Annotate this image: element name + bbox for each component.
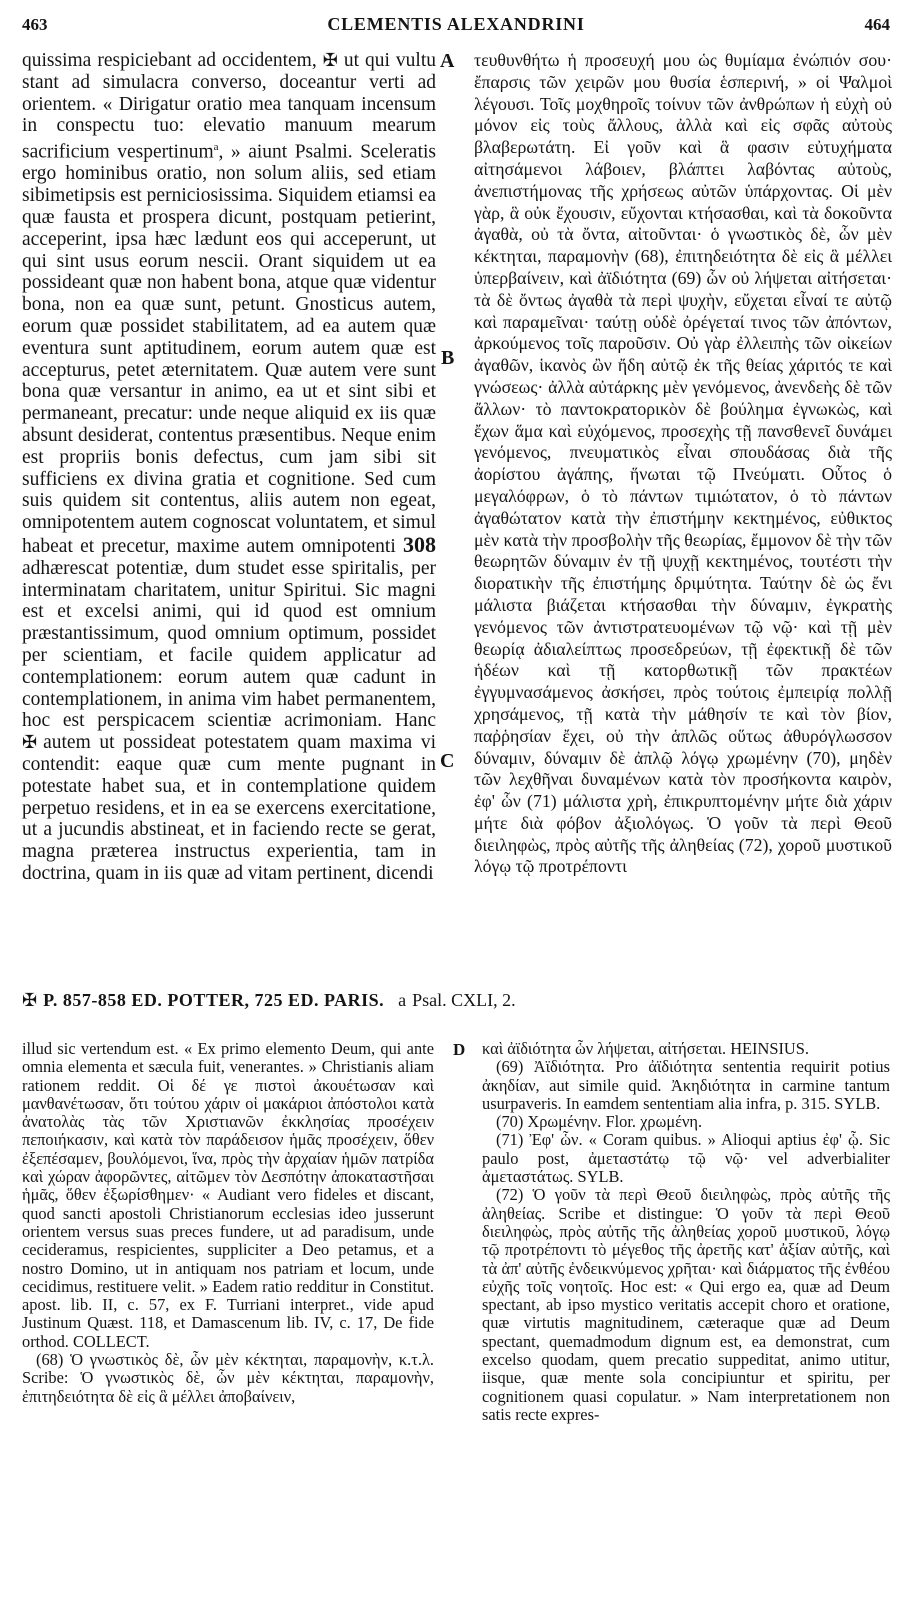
margin-marker-c: C xyxy=(440,750,455,772)
page-number-right: 464 xyxy=(864,15,890,34)
latin-text-segment: , » aiunt Psalmi. Sceleratis ergo hominibus oratio, non solum aliis, sed etiam sibimetipsis est perniciosissima. Siquidem etiamsi ea quæ fausta et prospera dicunt, postquam petierint, acceperint, ipsa hæc lædunt eos qui acceperunt, ut qui sint usus eorum nescii. Orant siquidem ut ea possideant quæ non habent bona, atque quæ videntur bona, non ea quæ sunt, petunt. Gnosticus autem, eorum quæ possidet stabilitatem, ad ea autem quæ eventura sunt aptitudinem, eorum autem quæ est accepturus, petet æternitatem. Quæ autem vere sunt bona quæ versantur in animo, ea ut et sint sibi et permaneant, precatur: unde neque aliquid ex iis quæ absunt desiderat, contentus præsentibus. Neque enim est propriis bonis defectus, cum jam sibi sit sufficiens ex divina gratia et cognitione. Sed cum suis quidem sit contentus, aliis autem non egeat, omnipotentem autem cognoscat voluntatem, et simul habeat et precetur, maxime autem omnipotenti xyxy=(22,141,436,558)
footnote-superscript: a xyxy=(213,141,219,154)
notes-column-right xyxy=(482,1040,890,1600)
latin-paragraph xyxy=(22,50,436,885)
note-paragraph: (68) Ὁ γνωστικὸς δὲ, ὧν μὲν κέκτηται, παραμονὴν, κ.τ.λ. Scribe: Ὁ γνωστικὸς δὲ, ὧν μὲν κέκτηται, παραμονὴν, ἐπιτηδειότητα δὲ εἰς ἃ μέλλει ἀποβαίνειν, xyxy=(22,1350,434,1406)
note-paragraph: (69) Ἀϊδιότητα. Pro ἀϊδιότητα sententia requirit potius ἀκηδίαν, aut simile quid. Ἀκηδιότητα in carmine tantum usurpaveris. In eamdem sententiam alia infra, p. 315. SYLB. xyxy=(482,1057,890,1113)
note-paragraph: (72) Ὁ γοῦν τὰ περὶ Θεοῦ διειληφὼς, πρὸς αὐτῆς τῆς ἀληθείας. Scribe et distingue: Ὁ γοῦν τὰ περὶ Θεοῦ διειληφὼς, πρὸς αὐτῆς τῆς ἀληθείας χοροῦ μυστικοῦ, λόγῳ τῷ προτρέποντι τὸ μέγεθος τῆς ἀρετῆς κατ' ἀξίαν αὐτῆς, καὶ τὰ ἀπ' αὐτῆς ἐνδεικνύμενος χρῆται· καὶ διάρματος τῆς ἐνθέου εὐχῆς τοῖς νοητοῖς. Hoc est: « Qui ergo ea, quæ ad Deum spectant, ab ipso mystico veritatis accepit choro et oratione, quæ virtutis magnitudinem, cæteraque quæ ad Deum spectant, quemadmodum dignum est, ea demonstrat, cum excelso quodam, quem precatio suppeditat, animo utitur, iisque, quæ mente sola concipiuntur et spiritu, per cognitionem quasi copulatur. » Nam interpretationem non satis recte expres- xyxy=(482,1185,890,1424)
margin-marker-b: B xyxy=(441,347,455,369)
edition-reference: P. 857-858 ED. POTTER, 725 ED. PARIS. xyxy=(43,989,385,1010)
page-reference-number: 308 xyxy=(403,532,436,558)
running-header xyxy=(22,14,890,38)
running-title: CLEMENTIS ALEXANDRINI xyxy=(327,14,585,34)
greek-paragraph: τευθυνθήτω ἡ προσευχή μου ὡς θυμίαμα ἐνώπιόν σου· ἔπαρσις τῶν χειρῶν μου θυσία ἑσπερινή, » οἱ Ψαλμοὶ λέγουσι. Τοῖς μοχθηροῖς τοίνυν τῶν ἀνθρώπων ἡ εὐχὴ οὐ μόνον εἰς τοὺς ἄλλους, ἀλλὰ καὶ εἰς σφᾶς αὐτοὺς βλαβερωτάτη. Εἰ γοῦν καὶ ἃ φασιν εὐτυχήματα αἰτησάμενοι λάβοιεν, βλάπτει λαβόντας αὐτοὺς, ἀνεπιστήμονας τῆς χρήσεως αὐτῶν ὑπάρχοντας. Οἱ μὲν γὰρ, ἃ οὐκ ἔχουσιν, εὔχονται κτήσασθαι, καὶ τὰ δοκοῦντα ἀγαθὰ, οὐ τὰ ὄντα, αἰτοῦνται· ὁ γνωστικὸς δὲ, ὧν μὲν κέκτηται, παραμονὴν (68), ἐπιτηδειότητα δὲ εἰς ἃ μέλλει ὑπερβαίνειν, καὶ ἀϊδιότητα (69) ὧν οὐ λήψεται αἰτήσεται· τὰ δὲ ὄντως ἀγαθὰ τὰ περὶ ψυχὴν, εὔχεται εἶναί τε αὐτῷ καὶ παραμεῖναι· ταύτῃ οὐδὲ ὀρέγεταί τινος τῶν ἀπόντων, ἀρκούμενος τοῖς παροῦσιν. Οὐ γὰρ ἐλλειπὴς τῶν οἰκείων ἀγαθῶν, ἱκανὸς ὢν ἤδη αὐτῷ ἐκ τῆς θείας χάριτός τε καὶ γνώσεως· ἀλλὰ αὐτάρκης μὲν γενόμενος, ἀνενδεὴς δὲ τῶν ἄλλων· τὸ παντοκρατορικὸν δὲ βούλημα ἐγνωκὼς, καὶ ἔχων ἅμα καὶ εὐχόμενος, προσεχὴς τῇ πανσθενεῖ δυνάμει γενόμενος, πνευματικὸς εἶναι σπουδάσας διὰ τῆς ἀορίστου ἀγάπης, ἥνωται τῷ Πνεύματι. Οὗτος ὁ μεγαλόφρων, ὁ τὸ πάντων τιμιώτατον, ὁ τὸ πάντων ἀγαθώτατον κατὰ τὴν ἐπιστήμην κεκτημένος, εὐθικτος μὲν κατὰ τὴν προσβολὴν τῆς θεωρίας, ἔμμονον δὲ τὴν τῶν θεωρητῶν δύναμιν ἐν τῇ ψυχῇ κεκτημένος, τουτέστι τὴν διορατικὴν τῆς ἐπιστήμης δριμύτητα. Ταύτην δὲ ὡς ἔνι μάλιστα βιάζεται κτήσασθαι τὴν δύναμιν, ἐγκρατὴς γενόμενος τῶν ἀντιστρατευομένων τῷ νῷ· καὶ τῇ μὲν θεωρίᾳ ἀδιαλείπτως προσεδρεύων, τῇ ἐφεκτικῇ δὲ τῶν ἡδέων καὶ τῇ κατορθωτικῇ τῶν πρακτέων ἐγγυμνασάμενος ἀσκήσει, πρὸς τούτοις ἐμπειρίᾳ πολλῇ χρησάμενος, τῇ κατὰ τὴν μάθησίν τε καὶ τὸν βίον, παῤῥησίαν ἔχει, οὐ τὴν ἁπλῶς οὕτως ἀθυρόγλωσσον δύναμιν, δύναμιν δὲ ἀπλῷ λόγῳ χρωμένην (70), μηδὲν τῶν λεχθῆναι δυναμένων κατὰ τὸν προσήκοντα καιρὸν, ἐφ' ὧν (71) μάλιστα χρὴ, ἐπικρυπτομένην μήτε διὰ χάριν μήτε διὰ φόβον ἀξιολόγως. Ὁ γοῦν τὰ περὶ Θεοῦ διειληφὼς, πρὸς αὐτῆς τῆς ἀληθείας (72), χοροῦ μυστικοῦ λόγῳ τῷ προτρέποντι xyxy=(474,50,892,877)
note-paragraph: καὶ ἀϊδιότητα ὧν λήψεται, αἰτήσεται. HEINSIUS. xyxy=(482,1040,809,1058)
latin-text-segment: ut qui vultu stant ad simulacra converso, doceantur verti ad orientem. « Dirigatur oratio mea tanquam incensum in conspectu tuo: elevatio manuum mearum sacrificium vespertinum xyxy=(22,50,436,163)
latin-text-segment: quissima respiciebant ad occidentem, xyxy=(22,50,317,71)
page-number-left: 463 xyxy=(22,15,48,34)
margin-marker-a: A xyxy=(440,50,455,72)
latin-text-column xyxy=(22,50,436,962)
note-paragraph: illud sic vertendum est. « Ex primo elemento Deum, qui ante omnia elementa et sæcula fuit, venerantes. » Christianis aliam rationem reddit. Οἱ δέ γε πιστοὶ ἀκουέτωσαν καὶ μανθανέτωσαν, ὅτι τούτου χάριν οἱ μακάριοι ἀπόστολοι κατὰ ἀνατολὰς τὰς τῶν Χριστιανῶν ἐκκλησίας προσέχειν πεποιήκασιν, καὶ κατὰ τὸν παράδεισον ἡμᾶς προσέχειν, ὅθεν ἐξεπέσαμεν, βουλόμενοι, ἵνα, πρὸς τὴν ἀρχαίαν ἡμῶν πατρίδα καὶ χώραν ἀφορῶντες, αἰτῶμεν τὸν Δεσπότην ἀποκαταστῆσαι ἡμᾶς, ὅθεν ἐξωρίσθημεν· « Audiant vero fideles et discant, quod sancti apostoli Christianorum ecclesias ideo jusserunt orientem versus suas preces fundere, ut ad paradisum, unde cecideramus, respicientes, suppliciter a Deo petamus, et a nostro Domino, ut in antiquam nos patriam et locum, unde cecidimus, restituere velit. » Eadem ratio redditur in Constitut. apost. lib. II, c. 57, ex F. Turriani interpret., vide apud Justinum Quæst. 118, et Damascenum lib. IV, c. 17, De fide orthod. COLLECT. xyxy=(22,1040,434,1351)
footnote-text: Psal. CXLI, 2. xyxy=(412,989,516,1010)
notes-column-left xyxy=(22,1040,434,1600)
cross-marker-icon: ✠ xyxy=(322,50,338,70)
latin-text-segment: autem ut possideat potestatem quam maxima vi contendit: eaque quæ cum mente pugnant in potestate habet sua, et in contemplatione quidem perpetuo residens, et in ea se exercens exercitatione, ut a jucundis abstineat, et in faciendo recte se gerat, magna præterea instructus experientia, tam in doctrina, quam in iis quæ ad vitam pertinent, dicendi xyxy=(22,732,436,884)
cross-marker-icon: ✠ xyxy=(22,989,38,1010)
edition-reference-line xyxy=(22,985,890,1015)
cross-marker-icon: ✠ xyxy=(22,732,38,753)
margin-marker-d: D xyxy=(453,1040,466,1059)
greek-text-column xyxy=(474,50,892,962)
footnote-marker: a xyxy=(398,989,407,1010)
note-paragraph: (70) Χρωμένην. Flor. χρωμένη. xyxy=(496,1112,703,1132)
latin-text-segment: adhærescat potentiæ, dum studet esse spiritalis, per interminatam charitatem, unitur Spiritui. Sic magni est et excelsi animi, qui id quod est omnium præstantissimum, quod omnium optimum, possidet per scientiam, et facile quidem applicatur ad contemplationem: eorum autem quæ cadunt in contemplationem, in anima vim habet permanentem, hoc est perspicacem scientiæ acrimoniam. Hanc xyxy=(22,557,436,732)
note-paragraph: (71) Ἐφ' ὧν. « Coram quibus. » Alioqui aptius ἐφ' ᾧ. Sic paulo post, ἀμεταστάτῳ τῷ νῷ· vel adverbialiter ἀμεταστάτως. SYLB. xyxy=(482,1130,890,1187)
